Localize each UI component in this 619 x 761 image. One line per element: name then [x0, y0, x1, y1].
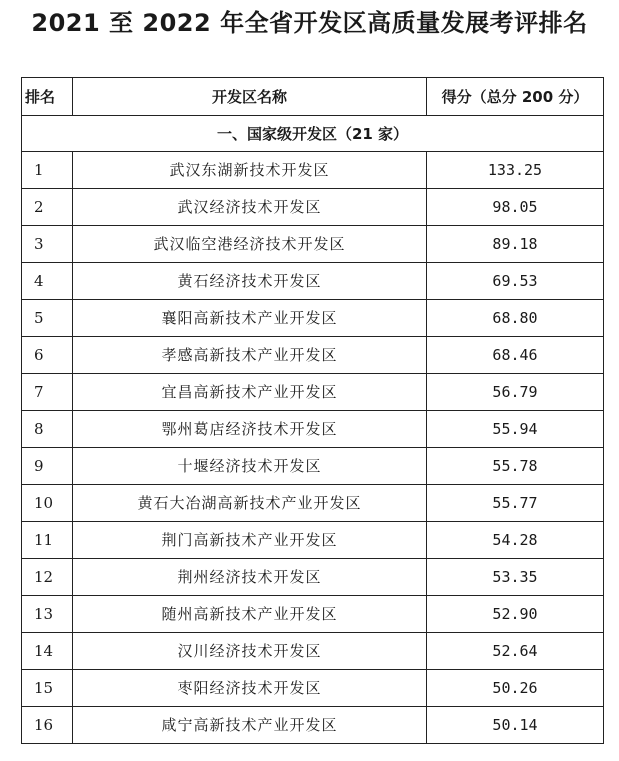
score-cell: 89.18	[427, 226, 604, 263]
name-cell: 宜昌高新技术产业开发区	[73, 374, 427, 411]
name-cell: 咸宁高新技术产业开发区	[73, 707, 427, 744]
rank-cell: 11	[22, 522, 73, 559]
table-row	[22, 189, 604, 226]
score-cell: 133.25	[427, 152, 604, 189]
table-row	[22, 337, 604, 374]
header-name: 开发区名称	[73, 78, 427, 116]
score-cell: 56.79	[427, 374, 604, 411]
score-cell: 53.35	[427, 559, 604, 596]
rank-cell: 10	[22, 485, 73, 522]
table-row	[22, 596, 604, 633]
table-header-row	[22, 78, 604, 116]
table-body	[22, 116, 604, 744]
table-row	[22, 263, 604, 300]
score-cell: 69.53	[427, 263, 604, 300]
name-cell: 黄石经济技术开发区	[73, 263, 427, 300]
score-cell: 52.90	[427, 596, 604, 633]
rank-cell: 4	[22, 263, 73, 300]
rank-cell: 9	[22, 448, 73, 485]
name-cell: 十堰经济技术开发区	[73, 448, 427, 485]
name-cell: 随州高新技术产业开发区	[73, 596, 427, 633]
name-cell: 武汉东湖新技术开发区	[73, 152, 427, 189]
name-cell: 枣阳经济技术开发区	[73, 670, 427, 707]
name-cell: 襄阳高新技术产业开发区	[73, 300, 427, 337]
score-cell: 98.05	[427, 189, 604, 226]
score-cell: 50.26	[427, 670, 604, 707]
score-cell: 68.46	[427, 337, 604, 374]
rank-cell: 8	[22, 411, 73, 448]
score-cell: 55.77	[427, 485, 604, 522]
table-row	[22, 670, 604, 707]
rank-cell: 16	[22, 707, 73, 744]
rank-cell: 13	[22, 596, 73, 633]
ranking-table	[21, 77, 604, 744]
rank-cell: 3	[22, 226, 73, 263]
table-row	[22, 300, 604, 337]
name-cell: 武汉临空港经济技术开发区	[73, 226, 427, 263]
table-row	[22, 522, 604, 559]
rank-cell: 5	[22, 300, 73, 337]
section-title: 一、国家级开发区（21 家）	[22, 116, 604, 152]
section-row	[22, 116, 604, 152]
rank-cell: 7	[22, 374, 73, 411]
score-cell: 68.80	[427, 300, 604, 337]
name-cell: 黄石大冶湖高新技术产业开发区	[73, 485, 427, 522]
table-row	[22, 152, 604, 189]
name-cell: 鄂州葛店经济技术开发区	[73, 411, 427, 448]
rank-cell: 6	[22, 337, 73, 374]
table-row	[22, 559, 604, 596]
table-row	[22, 485, 604, 522]
table-row	[22, 707, 604, 744]
name-cell: 汉川经济技术开发区	[73, 633, 427, 670]
score-cell: 55.94	[427, 411, 604, 448]
rank-cell: 15	[22, 670, 73, 707]
name-cell: 荆门高新技术产业开发区	[73, 522, 427, 559]
table-row	[22, 226, 604, 263]
header-rank: 排名	[22, 78, 73, 116]
score-cell: 54.28	[427, 522, 604, 559]
table-row	[22, 411, 604, 448]
table-row	[22, 448, 604, 485]
name-cell: 武汉经济技术开发区	[73, 189, 427, 226]
header-score: 得分（总分 200 分）	[427, 78, 604, 116]
rank-cell: 14	[22, 633, 73, 670]
name-cell: 孝感高新技术产业开发区	[73, 337, 427, 374]
score-cell: 52.64	[427, 633, 604, 670]
score-cell: 50.14	[427, 707, 604, 744]
rank-cell: 2	[22, 189, 73, 226]
table-row	[22, 633, 604, 670]
name-cell: 荆州经济技术开发区	[73, 559, 427, 596]
score-cell: 55.78	[427, 448, 604, 485]
rank-cell: 1	[22, 152, 73, 189]
rank-cell: 12	[22, 559, 73, 596]
page-title: 2021 至 2022 年全省开发区高质量发展考评排名	[31, 9, 588, 37]
table-row	[22, 374, 604, 411]
